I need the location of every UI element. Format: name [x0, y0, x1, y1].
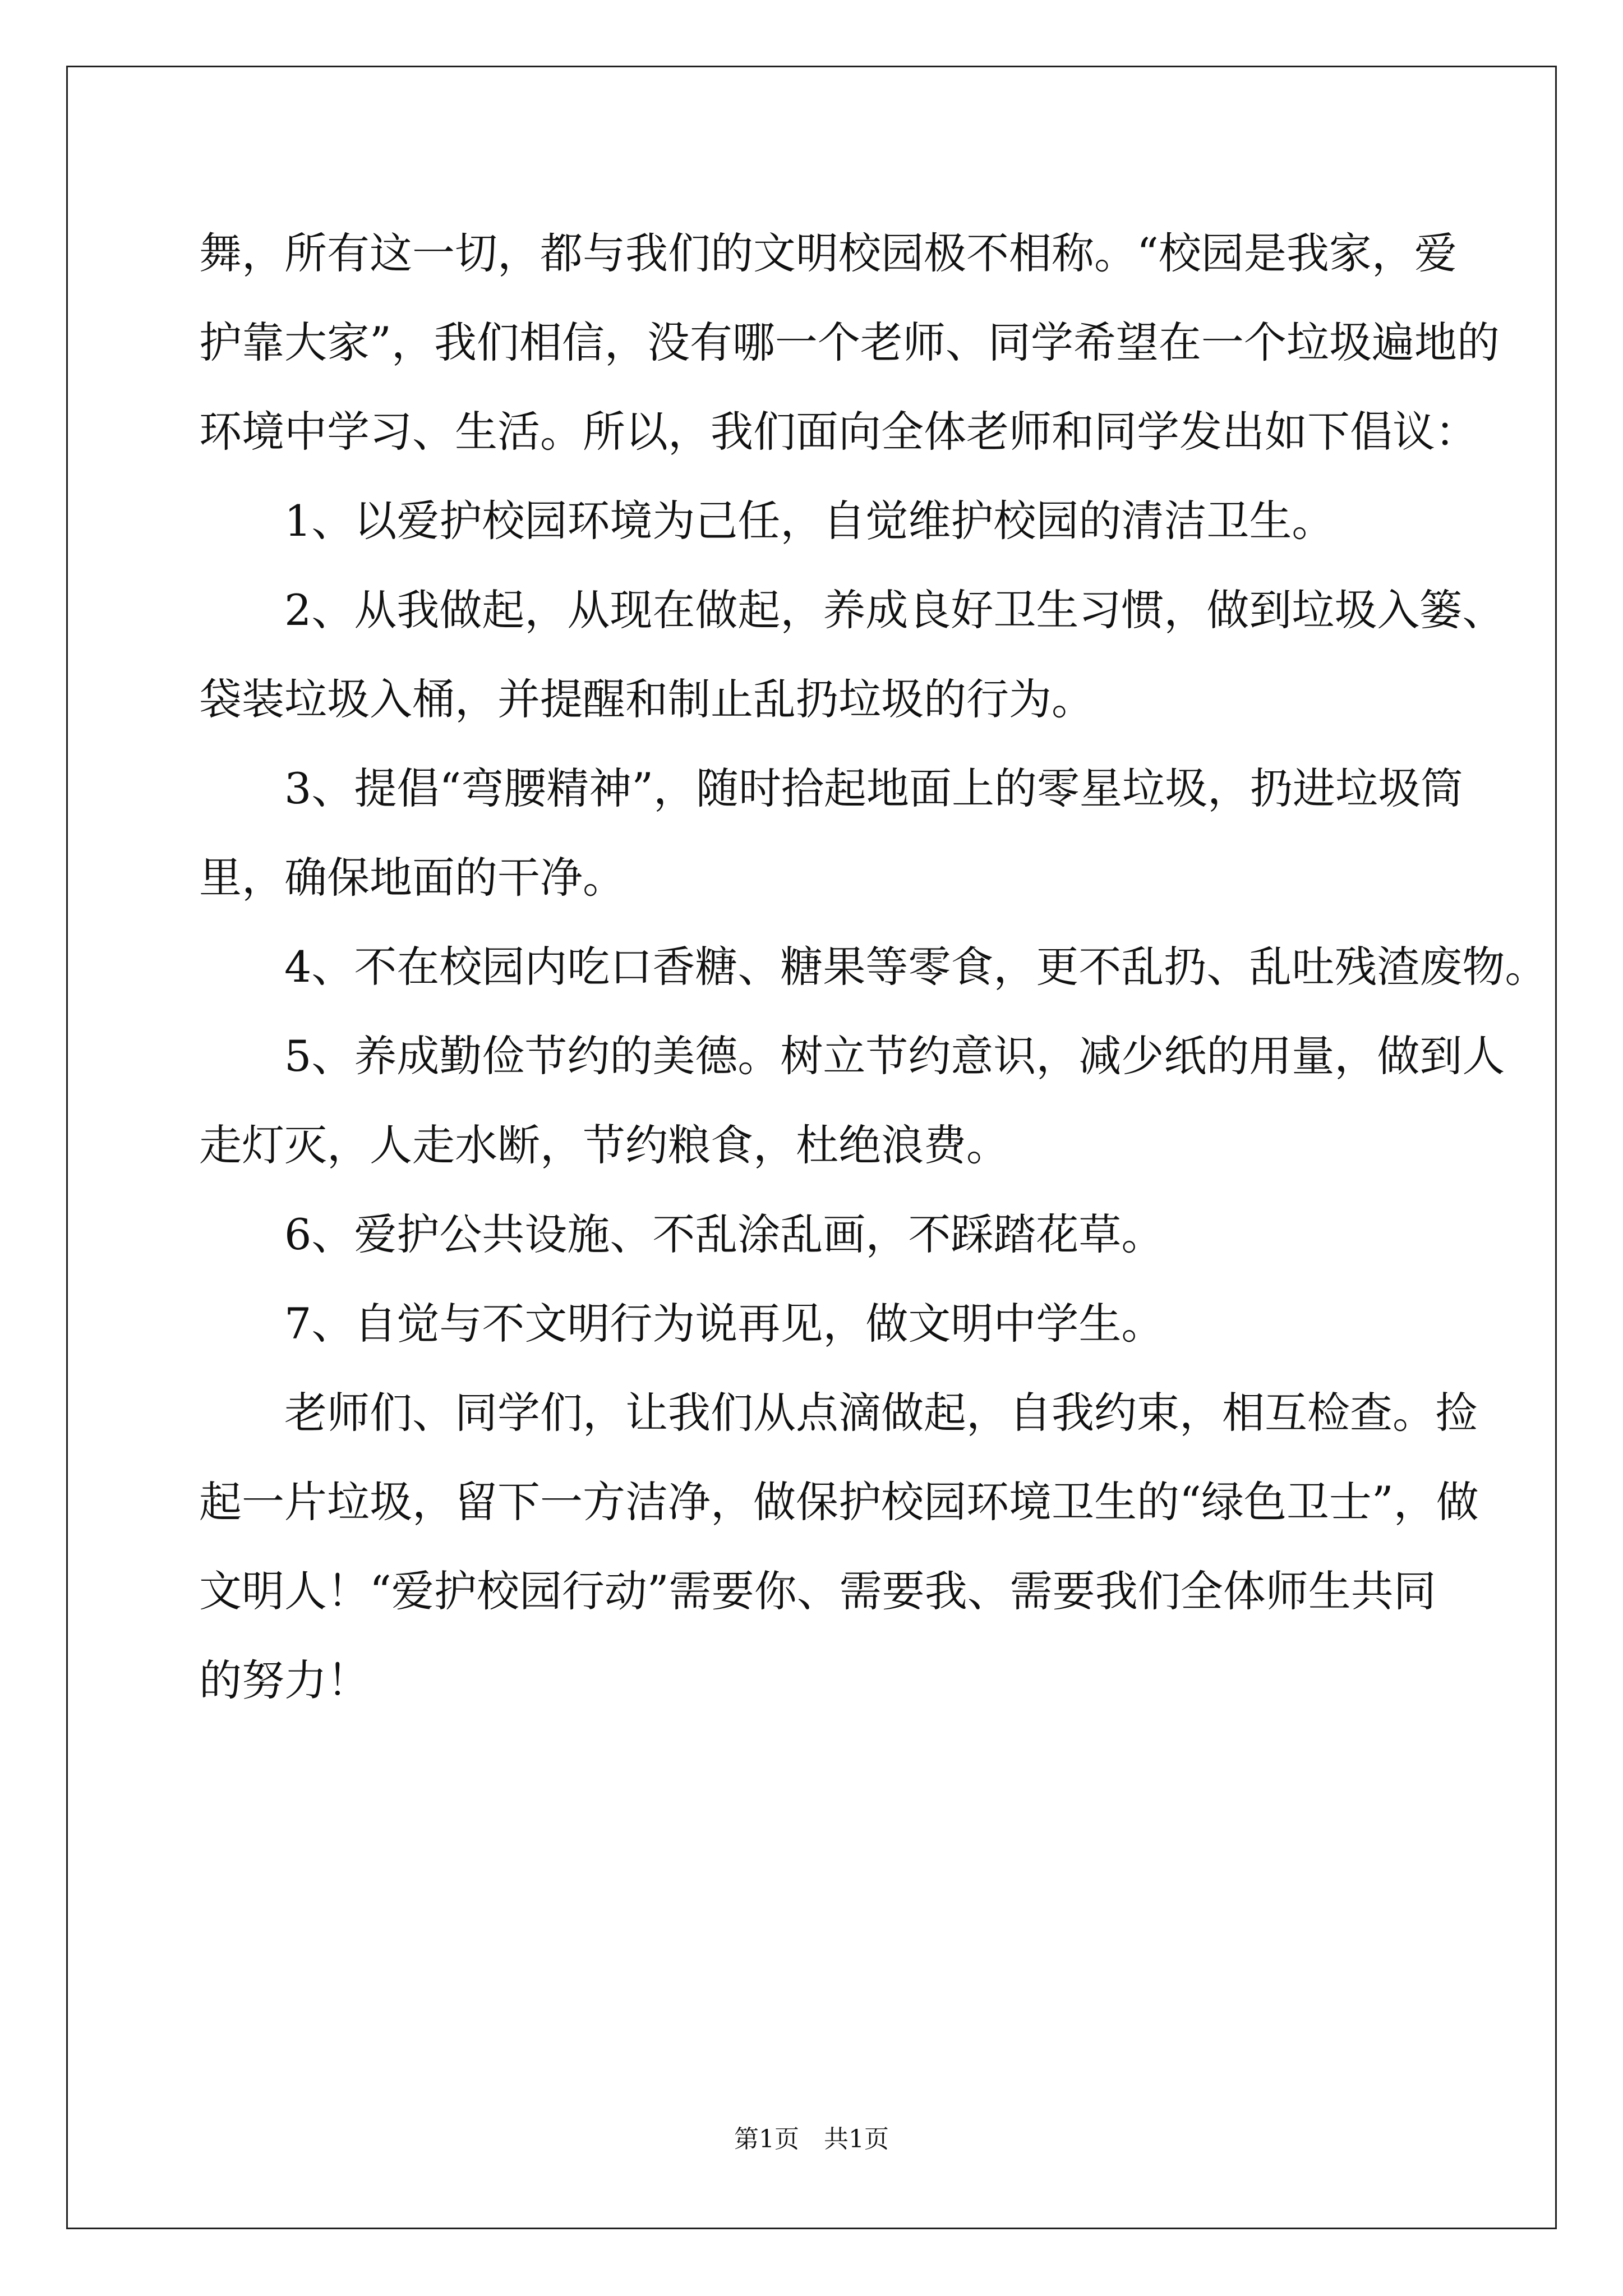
text-line: 环境中学习、生活。所以，我们面向全体老师和同学发出如下倡议：	[199, 407, 1478, 457]
text-line: 1、以爱护校园环境为己任，自觉维护校园的清洁卫生。	[284, 496, 1335, 546]
text-line: 老师们、同学们，让我们从点滴做起，自我约束，相互检查。捡	[284, 1388, 1478, 1438]
text-line: 走灯灭，人走水断，节约粮食，杜绝浪费。	[199, 1120, 1009, 1170]
text-line: 的努力！	[199, 1655, 370, 1705]
document-body	[199, 209, 1548, 1725]
text-line: 5、养成勤俭节约的美德。树立节约意识，减少纸的用量，做到人	[284, 1031, 1505, 1081]
text-line: 起一片垃圾，留下一方洁净，做保护校园环境卫生的“绿色卫士”，做	[199, 1477, 1479, 1527]
page-footer: 第1页 共1页	[734, 2125, 889, 2154]
text-line: 袋装垃圾入桶，并提醒和制止乱扔垃圾的行为。	[199, 674, 1094, 724]
text-line: 6、爱护公共设施、不乱涂乱画，不踩踏花草。	[284, 1209, 1164, 1259]
text-line: 文明人！“爱护校园行动”需要你、需要我、需要我们全体师生共同	[199, 1566, 1436, 1616]
text-line: 护靠大家”，我们相信，没有哪一个老师、同学希望在一个垃圾遍地的	[199, 318, 1500, 367]
text-line: 里，确保地面的干净。	[199, 853, 625, 903]
text-line: 2、从我做起，从现在做起，养成良好卫生习惯，做到垃圾入篓、	[284, 585, 1505, 635]
text-line: 3、提倡“弯腰精神”，随时拾起地面上的零星垃圾，扔进垃圾筒	[284, 763, 1464, 813]
text-line: 7、自觉与不文明行为说再见，做文明中学生。	[284, 1299, 1164, 1349]
text-line: 4、不在校园内吃口香糖、糖果等零食，更不乱扔、乱吐残渣废物。	[284, 942, 1548, 992]
text-line: 舞，所有这一切，都与我们的文明校园极不相称。“校园是我家，爱	[199, 228, 1457, 278]
